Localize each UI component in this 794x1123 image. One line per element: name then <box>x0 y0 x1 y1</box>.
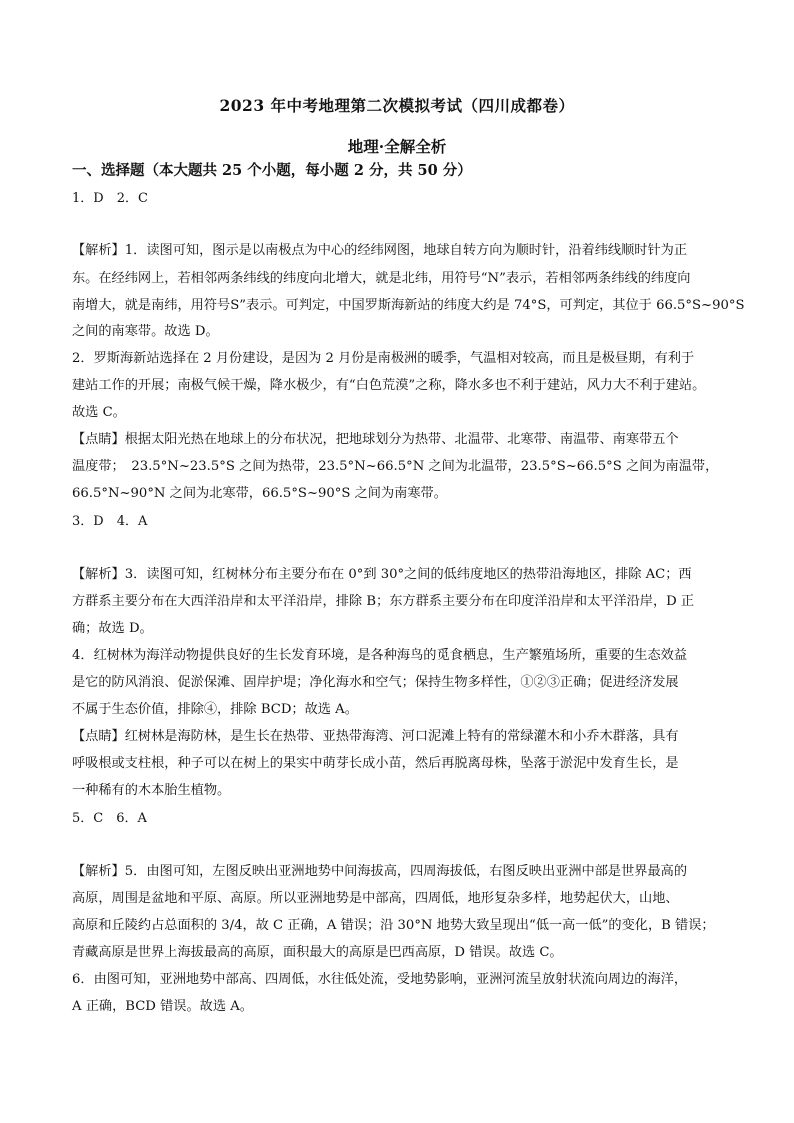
answer-line: 1．D 2．C <box>72 191 148 206</box>
note-line: 呼吸根或支柱根，种子可以在树上的果实中萌芽长成小苗，然后再脱离母株，坠落于淤泥中发育生长，是 <box>72 756 679 771</box>
analysis-line: A 正确，BCD 错误。故选 A。 <box>72 999 253 1014</box>
document-subtitle: 地理·全解全析 <box>347 137 447 156</box>
analysis-line: 东。在经纬网上，若相邻两条纬线的纬度向北增大，就是北纬，用符号“N”表示，若相邻两条纬线的纬度向 <box>72 271 691 286</box>
analysis-line: 4．红树林为海洋动物提供良好的生长发育环境，是各种海鸟的觅食栖息，生产繁殖场所，重要的生态效益 <box>72 648 688 663</box>
analysis-line: 【解析】1．读图可知，图示是以南极点为中心的经纬网图，地球自转方向为顺时针，沿着纬线顺时针为正 <box>72 243 688 258</box>
analysis-line: 【解析】3．读图可知，红树林分布主要分布在 0°到 30°之间的低纬度地区的热带沿海地区，排除 AC；西 <box>72 567 692 582</box>
note-line: 【点睛】根据太阳光热在地球上的分布状况，把地球划分为热带、北温带、北寒带、南温带、南寒带五个 <box>72 432 679 447</box>
answer-line: 5．C 6．A <box>72 811 147 826</box>
analysis-line: 2．罗斯海新站选择在 2 月份建设，是因为 2 月份是南极洲的暖季，气温相对较高，而且是极昼期，有利于 <box>72 351 695 366</box>
analysis-line: 确；故选 D。 <box>72 621 153 636</box>
analysis-line: 不属于生态价值，排除④，排除 BCD；故选 A。 <box>72 702 358 717</box>
analysis-line: 方群系主要分布在大西洋沿岸和太平洋沿岸，排除 B；东方群系主要分布在印度洋沿岸和太平洋沿岸，D 正 <box>72 594 695 609</box>
analysis-line: 故选 C。 <box>72 405 126 420</box>
analysis-line: 【解析】5．由图可知，左图反映出亚洲地势中间海拔高，四周海拔低，右图反映出亚洲中部是世界最高的 <box>72 864 688 879</box>
analysis-line: 建站工作的开展；南极气候干燥，降水极少，有“白色荒漠”之称，降水多也不利于建站，风力大不利于建站。 <box>72 378 706 393</box>
document-title: 2023 年中考地理第二次模拟考试（四川成都卷） <box>219 96 575 115</box>
note-line: 【点睛】红树林是海防林，是生长在热带、亚热带海湾、河口泥滩上特有的常绿灌木和小乔木群落，具有 <box>72 729 679 744</box>
section-heading: 一、选择题（本大题共 25 个小题，每小题 2 分，共 50 分） <box>72 162 472 179</box>
analysis-line: 是它的防风消浪、促淤保滩、固岸护堤；净化海水和空气；保持生物多样性，①②③正确；促进经济发展 <box>72 675 679 690</box>
note-line: 一种稀有的木本胎生植物。 <box>72 783 231 798</box>
analysis-line: 青藏高原是世界上海拔最高的高原，面积最大的高原是巴西高原，D 错误。故选 C。 <box>72 945 563 960</box>
analysis-line: 高原，周围是盆地和平原、高原。所以亚洲地势是中部高，四周低，地形复杂多样，地势起伏大，山地、 <box>72 891 679 906</box>
answer-line: 3．D 4．A <box>72 514 148 529</box>
analysis-line: 高原和丘陵约占总面积的 3/4，故 C 正确，A 错误；沿 30°N 地势大致呈现出“低一高一低”的变化，B 错误； <box>72 918 715 933</box>
analysis-line: 6．由图可知，亚洲地势中部高、四周低，水往低处流，受地势影响，亚洲河流呈放射状流向周边的海洋， <box>72 972 688 987</box>
analysis-line: 之间的南寒带。故选 D。 <box>72 324 219 339</box>
note-line: 66.5°N~90°N 之间为北寒带，66.5°S~90°S 之间为南寒带。 <box>72 486 447 501</box>
note-line: 温度带； 23.5°N~23.5°S 之间为热带，23.5°N~66.5°N 之间为北温带，23.5°S~66.5°S 之间为南温带， <box>72 459 719 474</box>
analysis-line: 南增大，就是南纬，用符号S”表示。可判定，中国罗斯海新站的纬度大约是 74°S，可判定，其位于 66.5°S~90°S <box>72 298 745 313</box>
